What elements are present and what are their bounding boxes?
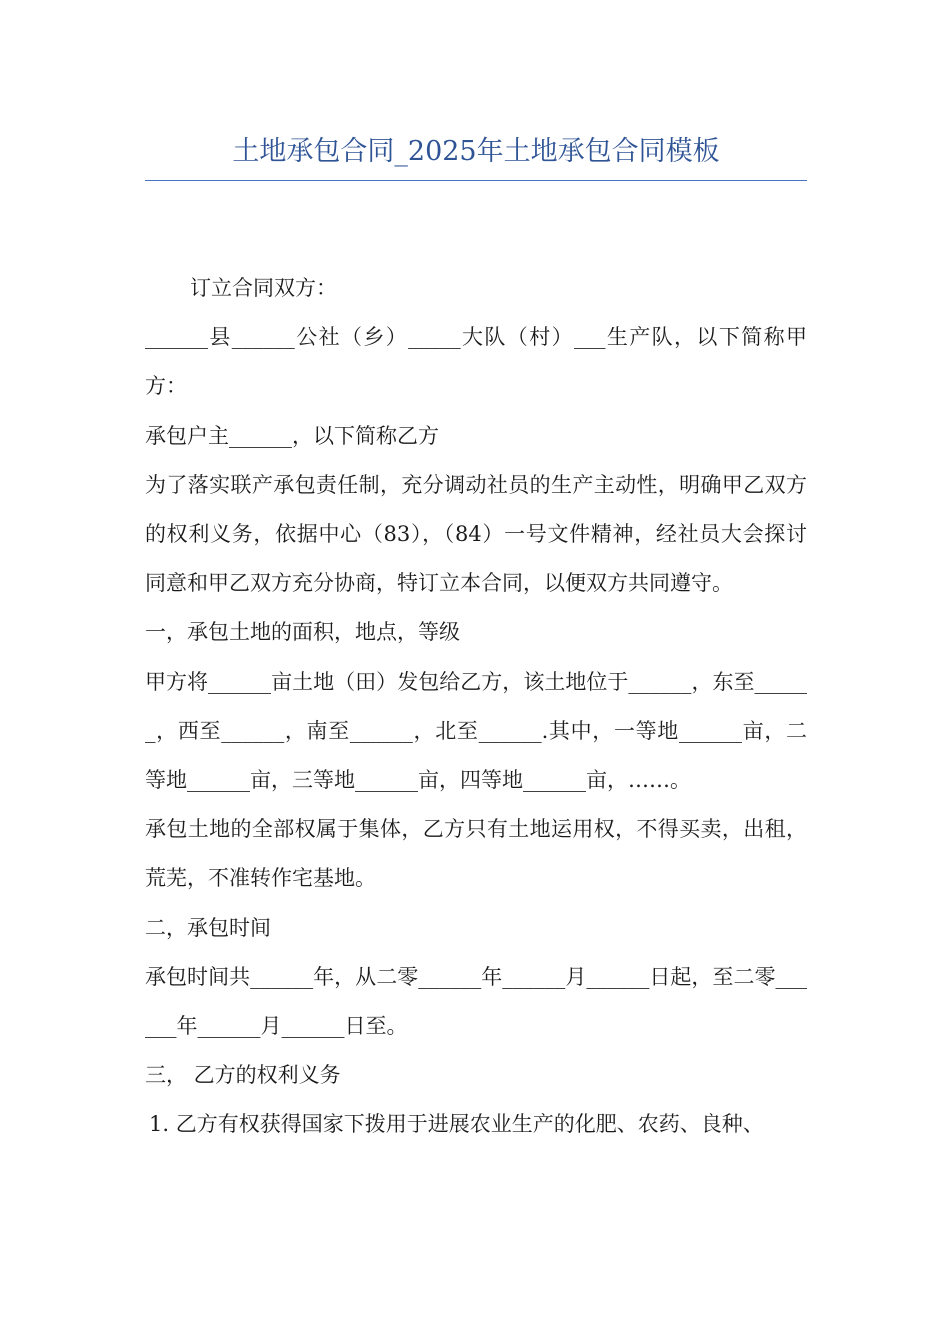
- document-body: [145, 264, 807, 1150]
- preamble-paragraph: 为了落实联产承包责任制，充分调动社员的生产主动性，明确甲乙双方的权利义务，依据中心（83），（84）一号文件精神，经社员大会探讨同意和甲乙双方充分协商，特订立本合同，以便双方共同遵守。: [145, 472, 807, 596]
- section-3-heading: 三， 乙方的权利义务: [145, 1063, 341, 1088]
- term-paragraph: 承包时间共______年，从二零______年______月______日起，至二零______年______月______日至。: [145, 964, 807, 1039]
- land-details-paragraph: 甲方将______亩土地（田）发包给乙方，该土地位于______，东至______，西至______，南至______，北至______.其中，一等地______亩，二等地______亩，三等地______亩，四等地______亩，……。: [145, 669, 807, 793]
- party-a-line: ______县______公社（乡）_____大队（村）___生产队，以下简称甲方：: [145, 325, 807, 399]
- title-underline: [145, 180, 807, 181]
- section-2-heading: 二，承包时间: [145, 915, 271, 940]
- clause-1-paragraph: 1. 乙方有权获得国家下拨用于进展农业生产的化肥、农药、良种、: [149, 1112, 764, 1137]
- document-title: 土地承包合同_2025年土地承包合同模板: [232, 136, 720, 167]
- section-1-heading: 一，承包土地的面积，地点，等级: [145, 620, 460, 645]
- party-b-line: 承包户主______，以下简称乙方: [145, 423, 439, 448]
- contract-parties-heading: 订立合同双方：: [190, 276, 337, 300]
- ownership-paragraph: 承包土地的全部权属于集体，乙方只有土地运用权，不得买卖，出租，荒芜，不准转作宅基地。: [145, 817, 807, 891]
